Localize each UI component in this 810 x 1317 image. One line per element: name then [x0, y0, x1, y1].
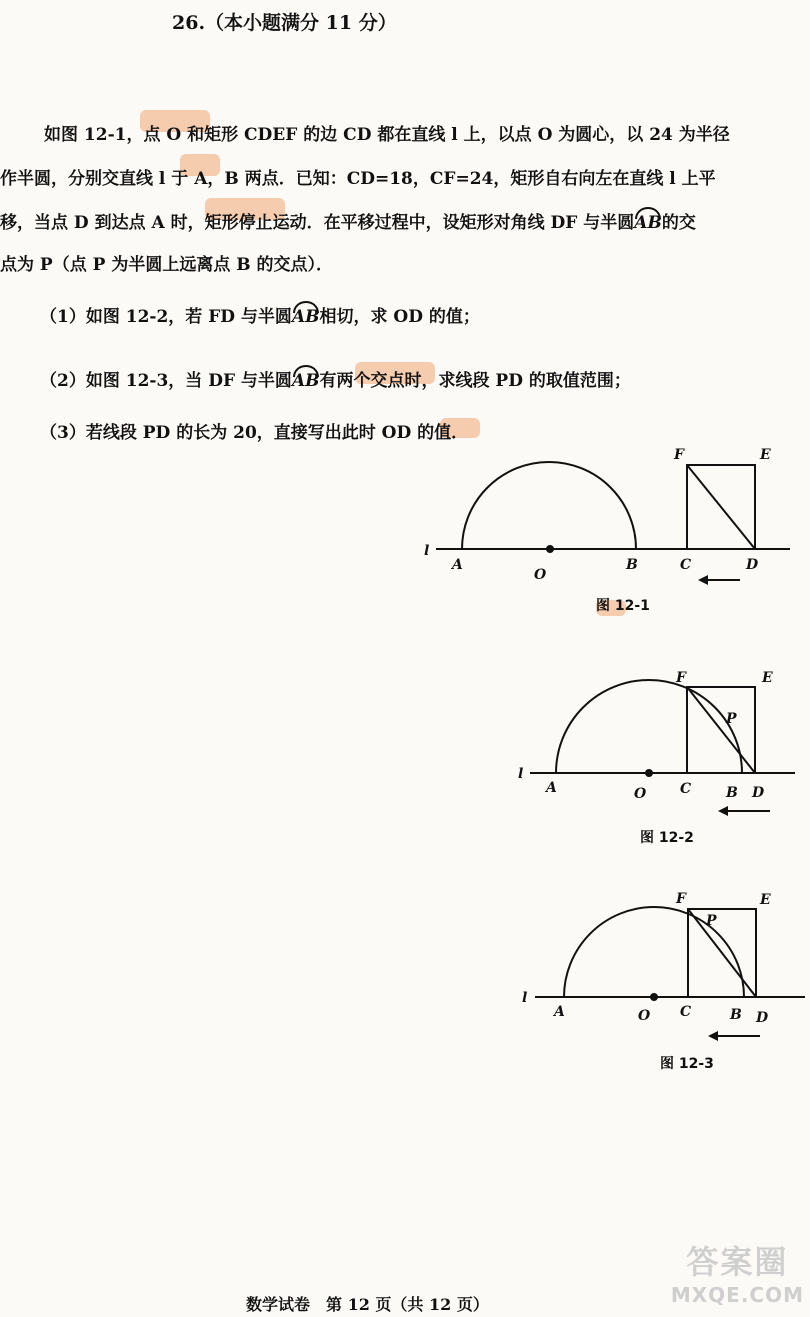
sub-question-2-prefix: （2）如图 12-3，当 DF 与半圆	[40, 371, 292, 391]
arrow-head	[718, 806, 728, 816]
label-o: O	[534, 567, 547, 583]
intro-line-3-text: 移，当点 D 到达点 A 时，矩形停止运动．在平移过程中，设矩形对角线 DF 与半圆	[0, 213, 635, 233]
label-b: B	[730, 1007, 742, 1023]
diagonal-df	[687, 687, 755, 773]
figure-caption: 图 12-1	[596, 598, 650, 614]
semicircle	[462, 462, 636, 549]
label-o: O	[638, 1008, 651, 1024]
figure-12-1	[424, 447, 790, 614]
label-b: B	[726, 785, 738, 801]
arc-ab-symbol: AB	[291, 307, 320, 327]
diagonal-df	[687, 465, 755, 549]
arrow-head	[698, 575, 708, 585]
label-e: E	[760, 892, 771, 908]
label-c: C	[680, 781, 692, 797]
arc-ab-symbol: AB	[291, 371, 320, 391]
question-header: 26.（本小题满分 11 分）	[172, 12, 397, 34]
semicircle	[556, 680, 742, 773]
label-l: l	[518, 766, 524, 782]
label-c: C	[680, 1004, 692, 1020]
figure-caption: 图 12-2	[640, 830, 694, 846]
figure-12-2	[518, 670, 795, 846]
label-d: D	[756, 1010, 769, 1026]
figure-12-3	[522, 891, 805, 1072]
sub-question-1-suffix: 相切，求 OD 的值；	[319, 307, 480, 327]
label-b: B	[626, 557, 638, 573]
intro-line-1: 如图 12-1，点 O 和矩形 CDEF 的边 CD 都在直线 l 上，以点 O 为圆心，以 24 为半径	[44, 125, 730, 145]
intro-line-3-tail: 的交	[661, 213, 696, 233]
semicircle	[564, 907, 744, 997]
label-d: D	[752, 785, 765, 801]
sub-question-1-prefix: （1）如图 12-2，若 FD 与半圆	[40, 307, 292, 327]
label-a: A	[554, 1004, 565, 1020]
watermark-top: 答案圈	[686, 1243, 789, 1281]
page-footer: 数学试卷 第 12 页（共 12 页）	[246, 1295, 489, 1314]
arrow-head	[708, 1031, 718, 1041]
label-f: F	[676, 670, 686, 686]
arc-ab-symbol: AB	[634, 213, 662, 233]
sub-question-3-text: （3）若线段 PD 的长为 20，直接写出此时 OD 的值．	[40, 423, 469, 443]
sub-question-2-suffix: 有两个交点时，求线段 PD 的取值范围；	[319, 371, 631, 391]
watermark-logo	[671, 1237, 804, 1307]
label-e: E	[762, 670, 773, 686]
figure-caption: 图 12-3	[660, 1056, 714, 1072]
intro-line-2: 作半圆，分别交直线 l 于 A，B 两点．已知：CD=18，CF=24，矩形自右向左在直线 l 上平	[0, 169, 716, 189]
label-f: F	[676, 891, 686, 907]
label-a: A	[452, 557, 463, 573]
intro-line-4: 点为 P（点 P 为半圆上远离点 B 的交点）．	[0, 255, 334, 275]
label-p: P	[706, 913, 717, 929]
label-f: F	[674, 447, 684, 463]
center-o	[650, 993, 658, 1001]
label-o: O	[634, 786, 647, 802]
label-p: P	[726, 711, 737, 727]
center-o	[546, 545, 554, 553]
label-l: l	[424, 543, 430, 559]
diagonal-df	[688, 909, 756, 997]
label-d: D	[746, 557, 759, 573]
label-a: A	[546, 780, 557, 796]
label-e: E	[760, 447, 771, 463]
watermark-bottom: MXQE.COM	[670, 1283, 804, 1307]
label-l: l	[522, 990, 528, 1006]
label-c: C	[680, 557, 692, 573]
center-o	[645, 769, 653, 777]
